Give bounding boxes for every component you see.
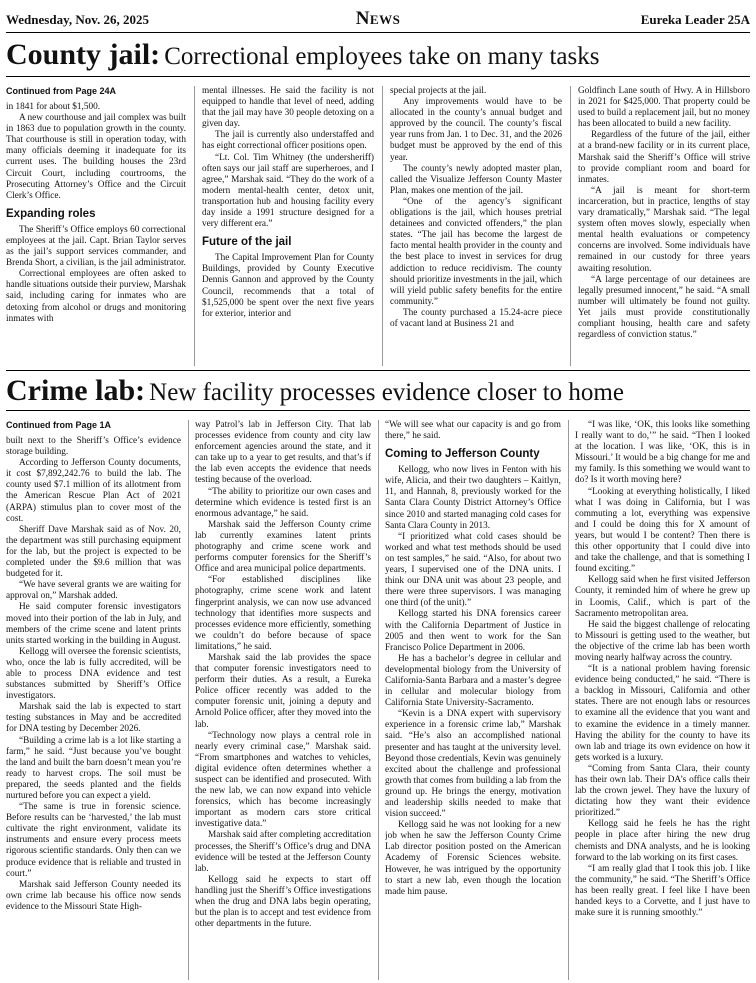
paragraph: “I prioritized what cold cases should be worked and what test methods should be used on test samples,” he said. “Also, for about two years, I supervised one of the DNA units. I think our DNA unit was about 23 people, and there were three supervisors. I was managing one third (of the unit).” [385, 531, 561, 609]
column-divider [188, 420, 189, 980]
story1-column-3 [390, 86, 562, 366]
paragraph: “Kevin is a DNA expert with supervisory experience in a forensic crime lab,” Marshak said. “He’s also an accomplished national presenter and has taught at the university level. Beyond those credentials, Kevin was genuinely excited about the challenge and professional growth that comes from building a lab from the ground up. He brings the energy, motivation and leadership skills needed to make that vision succeed.” [385, 709, 561, 820]
paragraph: Marshak said the lab provides the space that computer forensic investigators need to perform their duties. As a result, a Eureka Police officer recently was added to the computer forensic unit, joining a deputy and Arnold Police officer, after they moved into the lab. [195, 652, 371, 730]
story2-deck: New facility processes evidence closer to home [149, 379, 624, 406]
paragraph: A new courthouse and jail complex was built in 1863 due to population growth in the county. That courthouse is still in operation today, with many officials deeming it inadequate for its current uses. The building houses the 23rd Circuit Court, including courtrooms, the Prosecuting Attorney’s Office and the Circuit Clerk’s Office. [6, 113, 186, 201]
paragraph: According to Jefferson County documents, it cost $7,892,242.76 to build the lab. The county used $7.1 million of its allotment from the American Rescue Plan Act of 2021 (ARPA) stimulus plan to cover most of the cost. [6, 458, 181, 524]
story1-kicker: County jail: [6, 38, 161, 71]
column-divider [382, 86, 383, 366]
paragraph: Any improvements would have to be allocated in the county’s annual budget and approved by the council. The county’s fiscal year runs from Jan. 1 to Dec. 31, and the 2026 budget must be approved by the end of this year. [390, 97, 562, 163]
paragraph: Goldfinch Lane south of Hwy. A in Hillsboro in 2021 for $425,000. That property could be used to build a replacement jail, but no money has been allocated to build a new facility. [578, 86, 750, 130]
paragraph: Kellogg said he expects to start off handling just the Sheriff’s Office investigations when the drug and DNA labs begin operating, but the plan is to accept and test evidence from other departments in the future. [195, 874, 371, 930]
story1-column-1 [6, 86, 186, 366]
paragraph: “A large percentage of our detainees are legally presumed innocent,” he said. “A small number will ultimately be found not guilty. Yet jails must provide constitutionally compliant housing, health care and safety regardless of conviction status.” [578, 274, 750, 341]
page-folio [6, 8, 750, 30]
paragraph: “One of the agency’s significant obligations is the jail, which houses pretrial detainees and convicted offenders,” the plan states. “The jail has become the largest de facto mental health provider in the county and the best place to invest in services for drug addiction to reduce recidivism. The county should prioritize investments in the jail, which will yield public safety benefits for the entire community.” [390, 196, 562, 307]
story2-column-4 [575, 420, 750, 980]
paragraph: Marshak said Jefferson County needed its own crime lab because his office now sends evidence to the Missouri State High- [6, 879, 181, 912]
paragraph: “Lt. Col. Tim Whitney (the undersheriff) often says our jail staff are superheroes, and I agree,” Marshak said. “They do the work of a modern mental-health center, detox unit, transportation hub and housing facility every day inside a 1991 structure designed for a very different era.” [202, 152, 374, 230]
paragraph: special projects at the jail. [390, 86, 487, 96]
paragraph: mental illnesses. He said the facility is not equipped to handle that level of need, adding that the jail may have 30 people detoxing on a given day. [202, 86, 374, 130]
jump-line: Continued from Page 1A [6, 420, 112, 430]
story2-kicker: Crime lab: [6, 374, 146, 407]
story1-deck: Correctional employees take on many tasks [164, 43, 600, 70]
paragraph: “It is a national problem having forensic evidence being conducted,” he said. “There is a backlog in Missouri, California and other states. There are not enough labs or resources to examine all the evidence that you want and to examine the evidence in a timely manner. Having the ability for the county to have its own lab and triage its own evidence on how it gets worked is a luxury. [575, 664, 750, 763]
paragraph: Correctional employees are often asked to handle situations outside their purview, Marshak said, including caring for inmates who are detoxing from alcohol or drugs and monitoring inmates with [6, 269, 186, 324]
paragraph: He said the biggest challenge of relocating to Missouri is getting used to the weather, but the objective of the crime lab has been worth moving nearly halfway across the country. [575, 619, 750, 663]
story1-column-4 [578, 86, 750, 366]
column-divider [194, 86, 195, 366]
subhead: Future of the jail [202, 236, 292, 249]
paragraph: “The ability to prioritize our own cases and determine which evidence is tested first is an enormous advantage,” he said. [195, 486, 371, 519]
paragraph: The jail is currently also understaffed and has eight correctional officer positions open. [202, 130, 374, 152]
paragraph: The Sheriff’s Office employs 60 correctional employees at the jail. Capt. Brian Taylor serves as the jail’s support services commander, and Brenda Short, a civilian, is the jail administrator. [6, 224, 186, 269]
paragraph: Kellogg will oversee the forensic scientists, who, once the lab is fully accredited, will be able to process DNA evidence and test substances submitted by Sheriff’s Office investigators. [6, 646, 181, 702]
paragraph: “I am really glad that I took this job. I like the community,” he said. “The Sheriff’s Office has been really great. I feel like I have been handed keys to a Corvette, and I just have to make sure it is running smoothly.” [575, 863, 750, 919]
paragraph: way Patrol’s lab in Jefferson City. That lab processes evidence from county and city law enforcement agencies around the state, and it can take up to a year to get results, and that’s if the lab even accepts the evidence that needs testing because of the overload. [195, 420, 371, 486]
paragraph: The county purchased a 15.24-acre piece of vacant land at Business 21 and [390, 307, 562, 329]
story2-headline-rule [6, 410, 750, 411]
paragraph: Kellogg started his DNA forensics career with the California Department of Justice in 2005 and then went to work for the San Francisco Police Department in 2006. [385, 609, 561, 653]
section-name: News [355, 8, 401, 29]
paragraph: “Looking at everything holistically, I liked what I was doing in California, but I was commuting a lot, everything was expensive and I could be doing this for X amount of years, but would I be content? Then there is this other opportunity that I could dive into and take the challenge, and that is something I found exciting.” [575, 486, 750, 575]
story2-body [6, 420, 750, 980]
publication-page: Eureka Leader 25A [640, 12, 750, 27]
story2-top-rule [6, 370, 750, 371]
paragraph: Regardless of the future of the jail, either at a brand-new facility or in its current place, Marshak said the Sheriff’s Office will strive to provide compliant room and board for inmates. [578, 130, 750, 185]
paragraph: Kellogg said he was not looking for a new job when he saw the Jefferson County Crime Lab director position posted on the American Academy of Forensic Sciences website. However, he was intrigued by the opportunity to start a new lab, even though the location made him pause. [385, 820, 561, 897]
paragraph: Marshak said after completing accreditation processes, the Sheriff’s Office’s drug and DNA evidence will be tested at the Jefferson County lab. [195, 830, 371, 874]
paragraph: “A jail is meant for short-term incarceration, but in practice, lengths of stay vary dramatically,” Marshak said. “The legal system often moves slowly, especially when mental health evaluations or competency concerns are involved. Some individuals have remained in our custody for three years awaiting resolution. [578, 185, 750, 274]
paragraph: Kellogg, who now lives in Fenton with his wife, Alicia, and their two daughters – Kaitlyn, 11, and Hannah, 8, previously worked for the Santa Clara County District Attorney’s Office since 2010 and started managing cold cases for Santa Clara County in 2013. [385, 465, 561, 531]
story2-column-2 [195, 420, 371, 980]
paragraph: The county’s newly adopted master plan, called the Visualize Jefferson County Master Plan, makes one mention of the jail. [390, 163, 562, 196]
paragraph: Marshak said the lab is expected to start testing substances in May and be accredited for DNA testing by December 2026. [6, 702, 181, 735]
paragraph: “We will see what our capacity is and go from there,” he said. [385, 420, 561, 442]
subhead: Expanding roles [6, 207, 96, 220]
paragraph: Sheriff Dave Marshak said as of Nov. 20, the department was still purchasing equipment for the lab, but the project is expected to be completed under the $9.6 million that was budgeted for it. [6, 524, 181, 580]
paragraph: Kellogg said when he first visited Jefferson County, it reminded him of where he grew up in Loomis, Calif., which is part of the Sacramento metropolitan area. [575, 575, 750, 619]
paragraph: “The same is true in forensic science. Before results can be ‘harvested,’ the lab must cultivate the right environment, validate its instruments and ensure every process meets rigorous scientific standards. Only then can we produce evidence that is reliable and trusted in court.” [6, 802, 181, 879]
column-divider [568, 420, 569, 980]
folio-rule [6, 32, 750, 33]
paragraph: “Technology now plays a central role in nearly every criminal case,” Marshak said. “From smartphones and watches to vehicles, digital evidence often determines whether a suspect can be identified and prosecuted. With the new lab, we can now expand into vehicle forensics, which has become increasingly important as modern cars store critical investigative data.” [195, 730, 371, 830]
paragraph: “We have several grants we are waiting for approval on,” Marshak added. [6, 580, 181, 602]
paragraph: built next to the Sheriff’s Office’s evidence storage building. [6, 436, 181, 458]
paragraph: He said computer forensic investigators moved into their portion of the lab in July, and members of the crime scene and latent prints units started working in the building in August. [6, 602, 181, 646]
story1-body [6, 86, 750, 366]
story2-headline [6, 374, 750, 408]
story1-headline-rule [6, 76, 750, 77]
paragraph: The Capital Improvement Plan for County Buildings, provided by County Executive Dennis Gannon and approved by the County Council, recommends that a total of $1,525,000 be spent over the next five years for exterior, interior and [202, 253, 374, 319]
story2-column-3 [385, 420, 561, 980]
paragraph: He has a bachelor’s degree in cellular and developmental biology from the University of California-Santa Barbara and a master’s degree in cellular and molecular biology from California State University-Sacramento. [385, 653, 561, 709]
paragraph: “I was like, ‘OK, this looks like something I really want to do,’” he said. “Then I looked at the location. I was like, ‘OK, this is in Missouri.’ It would be a big change for me and my family. Is this something we would want to do? Is it worth moving here? [575, 420, 750, 486]
subhead: Coming to Jefferson County [385, 448, 540, 461]
story2-column-1 [6, 420, 181, 980]
column-divider [570, 86, 571, 366]
paragraph: “For established disciplines like photography, crime scene work and latent fingerprint analysis, we can now use advanced technology that identifies more suspects and processes evidence more efficiently, something we couldn’t do before because of space limitations,” he said. [195, 575, 371, 652]
issue-date: Wednesday, Nov. 26, 2025 [6, 12, 150, 27]
paragraph: Kellogg said he feels he has the right people in place after hiring the new drug chemists and DNA analysts, and he is looking forward to the lab working on its first cases. [575, 819, 750, 863]
paragraph: in 1841 for about $1,500. [6, 102, 101, 112]
story1-headline [6, 38, 750, 72]
paragraph: “Building a crime lab is a lot like starting a farm,” he said. “Just because you’ve bought the land and built the barn doesn’t mean you’re ready to harvest crops. The soil must be prepared, the seeds planted and the fields nurtured before you can expect a yield. [6, 735, 181, 801]
paragraph: “Coming from Santa Clara, their county has their own lab. Their DA’s office calls their lab the crown jewel. They have the luxury of dictating how they want their evidence prioritized.” [575, 763, 750, 819]
story1-column-2 [202, 86, 374, 366]
paragraph: Marshak said the Jefferson County crime lab currently examines latent prints photography and crime scene work and performs computer forensics for the Sheriff’s Office and area municipal police departments. [195, 519, 371, 575]
column-divider [378, 420, 379, 980]
jump-line: Continued from Page 24A [6, 86, 117, 96]
